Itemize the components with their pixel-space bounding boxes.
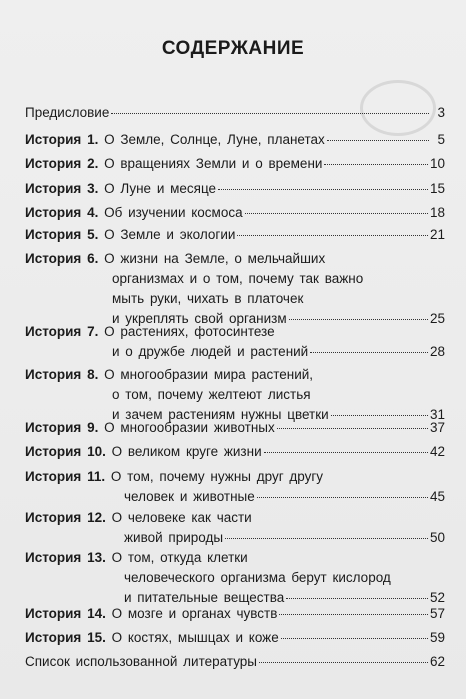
toc-entry xyxy=(25,442,445,462)
entry-title-text: о том, почему желтеют листья xyxy=(112,387,311,402)
story-label: История 9. xyxy=(25,420,99,435)
story-label: История 5. xyxy=(25,227,99,242)
page-number: 5 xyxy=(437,132,445,147)
page-number: 10 xyxy=(429,156,445,171)
entry-title-text: человек и животные xyxy=(124,489,255,504)
toc-line xyxy=(25,249,445,269)
page-number: 31 xyxy=(429,407,445,422)
page-number: 18 xyxy=(429,205,445,220)
toc-entry xyxy=(25,548,445,608)
toc-entry xyxy=(25,628,445,648)
toc-entry xyxy=(25,179,445,199)
toc-line xyxy=(25,179,445,199)
entry-title-text: и питательные вещества xyxy=(124,590,285,605)
dot-leader xyxy=(289,318,428,320)
dot-leader xyxy=(257,496,428,498)
toc-line xyxy=(25,289,445,309)
dot-leader xyxy=(245,212,428,214)
toc-entry xyxy=(25,604,445,624)
toc-line xyxy=(25,442,445,462)
story-label: История 10. xyxy=(25,444,106,459)
toc-line xyxy=(25,342,445,362)
dot-leader xyxy=(264,451,428,453)
entry-title-text: О жизни на Земле, о мельчайших xyxy=(104,251,326,266)
dot-leader xyxy=(324,163,428,165)
dot-leader xyxy=(277,427,428,429)
toc-line xyxy=(25,548,445,568)
entry-title-text: О том, откуда клетки xyxy=(111,550,248,565)
dot-leader xyxy=(218,188,428,190)
toc-entry xyxy=(25,103,445,123)
entry-title-text: О растениях, фотосинтезе xyxy=(104,324,275,339)
toc-line xyxy=(25,154,445,174)
page-number: 3 xyxy=(437,105,445,120)
toc-line xyxy=(25,269,445,289)
dot-leader xyxy=(111,112,429,114)
toc-entry xyxy=(25,467,445,507)
entry-title-text: О многообразии мира растений, xyxy=(104,367,314,382)
page-number: 42 xyxy=(429,444,445,459)
page-number: 15 xyxy=(429,181,445,196)
toc-line xyxy=(25,604,445,624)
toc-line xyxy=(25,418,445,438)
toc-line xyxy=(25,365,445,385)
toc-line xyxy=(25,628,445,648)
entry-title-text: О Земле и экологии xyxy=(104,227,236,242)
story-label: История 14. xyxy=(25,606,106,621)
entry-title-text: и зачем растениям нужны цветки xyxy=(112,407,329,422)
page-number: 59 xyxy=(429,630,445,645)
entry-title-text: живой природы xyxy=(124,530,224,545)
story-label: История 12. xyxy=(25,510,106,525)
entry-title-text: О Земле, Солнце, Луне, планетах xyxy=(104,132,325,147)
entry-title-text: О мозге и органах чувств xyxy=(111,606,278,621)
dot-leader xyxy=(259,661,428,663)
toc-line xyxy=(25,528,445,548)
entry-title-text: О том, почему нужны друг другу xyxy=(110,469,324,484)
page-number: 45 xyxy=(429,489,445,504)
entry-title-text: организмах и о том, почему так важно xyxy=(112,271,364,286)
toc-entry xyxy=(25,652,445,672)
page-number: 62 xyxy=(429,654,445,669)
story-label: История 11. xyxy=(25,469,106,484)
page-number: 50 xyxy=(429,530,445,545)
dot-leader xyxy=(225,537,428,539)
story-label: История 7. xyxy=(25,324,99,339)
entry-title-text: О великом круге жизни xyxy=(111,444,262,459)
entry-title-text: Об изучении космоса xyxy=(104,205,243,220)
entry-title-text: человеческого организма берут кислород xyxy=(124,570,391,585)
page-number: 52 xyxy=(429,590,445,605)
story-label: История 8. xyxy=(25,367,99,382)
entry-title-text: О многообразии животных xyxy=(104,420,275,435)
entry-title-text: мыть руки, чихать в платочек xyxy=(112,291,304,306)
toc-line xyxy=(25,568,445,588)
toc-line xyxy=(25,203,445,223)
toc-entry xyxy=(25,203,445,223)
page-number: 25 xyxy=(429,311,445,326)
dot-leader xyxy=(331,414,428,416)
dot-leader xyxy=(237,234,428,236)
toc-line xyxy=(25,130,445,150)
entry-title-text: Предисловие xyxy=(25,105,110,120)
page-number: 37 xyxy=(429,420,445,435)
story-label: История 15. xyxy=(25,630,106,645)
entry-title-text: О Луне и месяце xyxy=(104,181,217,196)
dot-leader xyxy=(281,637,428,639)
toc-line xyxy=(25,508,445,528)
dot-leader xyxy=(327,139,429,141)
entry-title-text: и укреплять свой организм xyxy=(112,311,287,326)
toc-entry xyxy=(25,418,445,438)
story-label: История 3. xyxy=(25,181,99,196)
toc-entry xyxy=(25,508,445,548)
toc-line xyxy=(25,487,445,507)
toc-entry xyxy=(25,225,445,245)
story-label: История 6. xyxy=(25,251,99,266)
toc-line xyxy=(25,652,445,672)
dot-leader xyxy=(286,597,428,599)
dot-leader xyxy=(310,351,428,353)
entry-title-text: О костях, мышцах и коже xyxy=(111,630,279,645)
dot-leader xyxy=(279,613,428,615)
toc-line xyxy=(25,225,445,245)
story-label: История 2. xyxy=(25,156,99,171)
toc-entry xyxy=(25,130,445,150)
toc-line xyxy=(25,322,445,342)
toc-line xyxy=(25,385,445,405)
toc-line xyxy=(25,103,445,123)
story-label: История 13. xyxy=(25,550,106,565)
entry-title-text: и о дружбе людей и растений xyxy=(112,344,309,359)
entry-title-text: О человеке как части xyxy=(111,510,252,525)
story-label: История 4. xyxy=(25,205,99,220)
toc-line xyxy=(25,467,445,487)
page-number: 21 xyxy=(429,227,445,242)
page-number: 28 xyxy=(429,344,445,359)
page-title: СОДЕРЖАНИЕ xyxy=(161,38,305,59)
entry-title-text: Список использованной литературы xyxy=(25,654,257,669)
toc-entry xyxy=(25,322,445,362)
story-label: История 1. xyxy=(25,132,99,147)
toc-entry xyxy=(25,249,445,329)
toc-entry xyxy=(25,154,445,174)
toc-entry xyxy=(25,365,445,425)
page-number: 57 xyxy=(429,606,445,621)
entry-title-text: О вращениях Земли и о времени xyxy=(104,156,323,171)
